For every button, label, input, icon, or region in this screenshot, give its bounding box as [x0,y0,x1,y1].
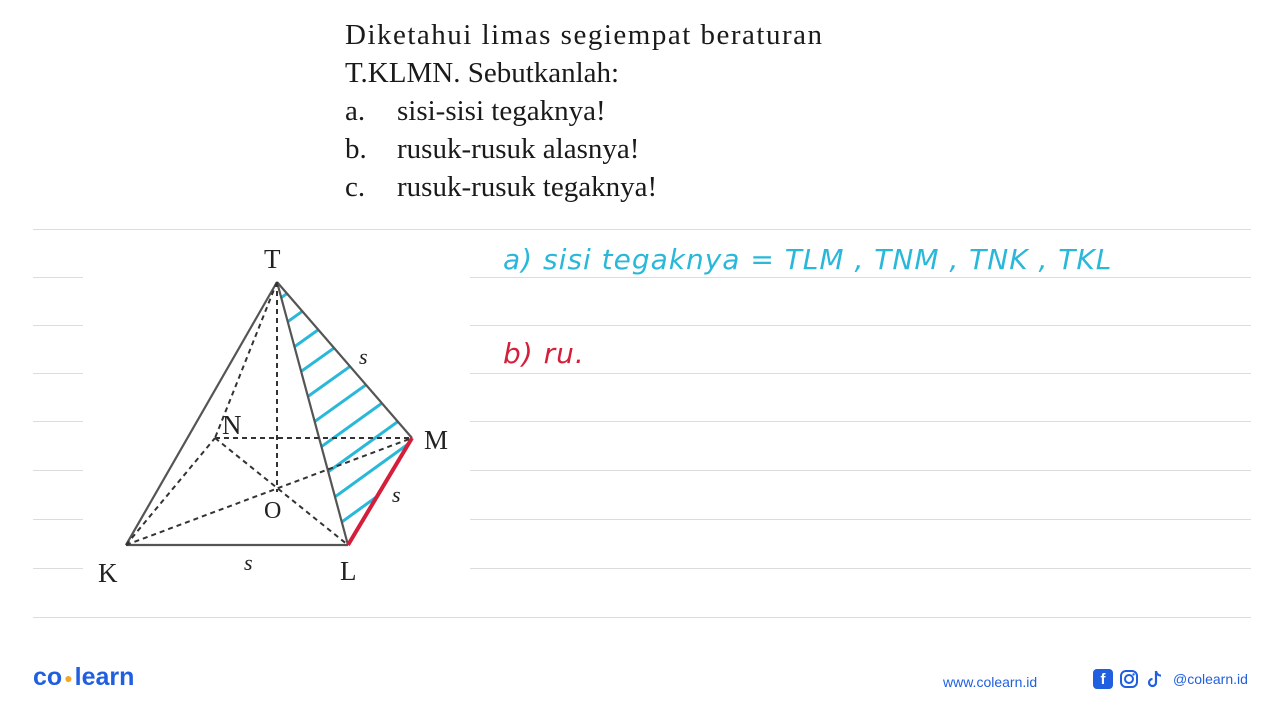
rule-line [470,325,1251,326]
vertex-label-t: T [264,244,281,274]
question-item-a [345,92,824,130]
answer-b: b) ru. [503,337,585,370]
logo-dot: ● [64,670,73,687]
edge-lm-highlight [348,438,412,545]
rule-line [470,373,1251,374]
instagram-icon[interactable] [1119,669,1139,689]
colearn-logo [33,663,134,692]
pyramid-diagram [0,230,470,590]
question-item-label: c. [345,171,366,203]
rule-line [470,421,1251,422]
question-item-label: a. [345,95,366,127]
social-handle[interactable]: @colearn.id [1173,671,1248,687]
question-item-label: b. [345,133,367,165]
rule-line [33,617,1251,618]
question-item-text: sisi-sisi tegaknya! [397,95,606,127]
edge-label-tm: s [359,344,368,369]
vertex-label-k: K [98,558,118,588]
question-block [345,16,824,206]
rule-line [470,470,1251,471]
tiktok-icon[interactable] [1145,669,1165,689]
rule-line [470,519,1251,520]
website-link[interactable]: www.colearn.id [943,674,1038,690]
vertex-label-m: M [424,425,449,455]
facebook-icon[interactable]: f [1093,669,1113,689]
vertex-label-o: O [264,498,282,524]
question-item-text: rusuk-rusuk alasnya! [397,133,640,165]
edge-label-kl: s [244,550,253,575]
answer-a: a) sisi tegaknya = TLM , TNM , TNK , TKL [503,243,1113,276]
vertex-label-n: N [222,410,242,440]
edge-label-ml: s [392,482,401,507]
rule-line [470,568,1251,569]
question-intro-line1: Diketahui limas segiempat beraturan [345,19,824,51]
logo-left-text: co [33,663,63,691]
logo-right-text: learn [74,663,135,691]
question-item-b [345,130,824,168]
question-item-text: rusuk-rusuk tegaknya! [397,171,658,203]
question-intro-line2: T.KLMN. Sebutkanlah: [345,57,620,89]
rule-line [470,277,1251,278]
vertex-label-l: L [340,556,357,586]
question-item-c [345,168,824,206]
social-links [1093,669,1248,689]
